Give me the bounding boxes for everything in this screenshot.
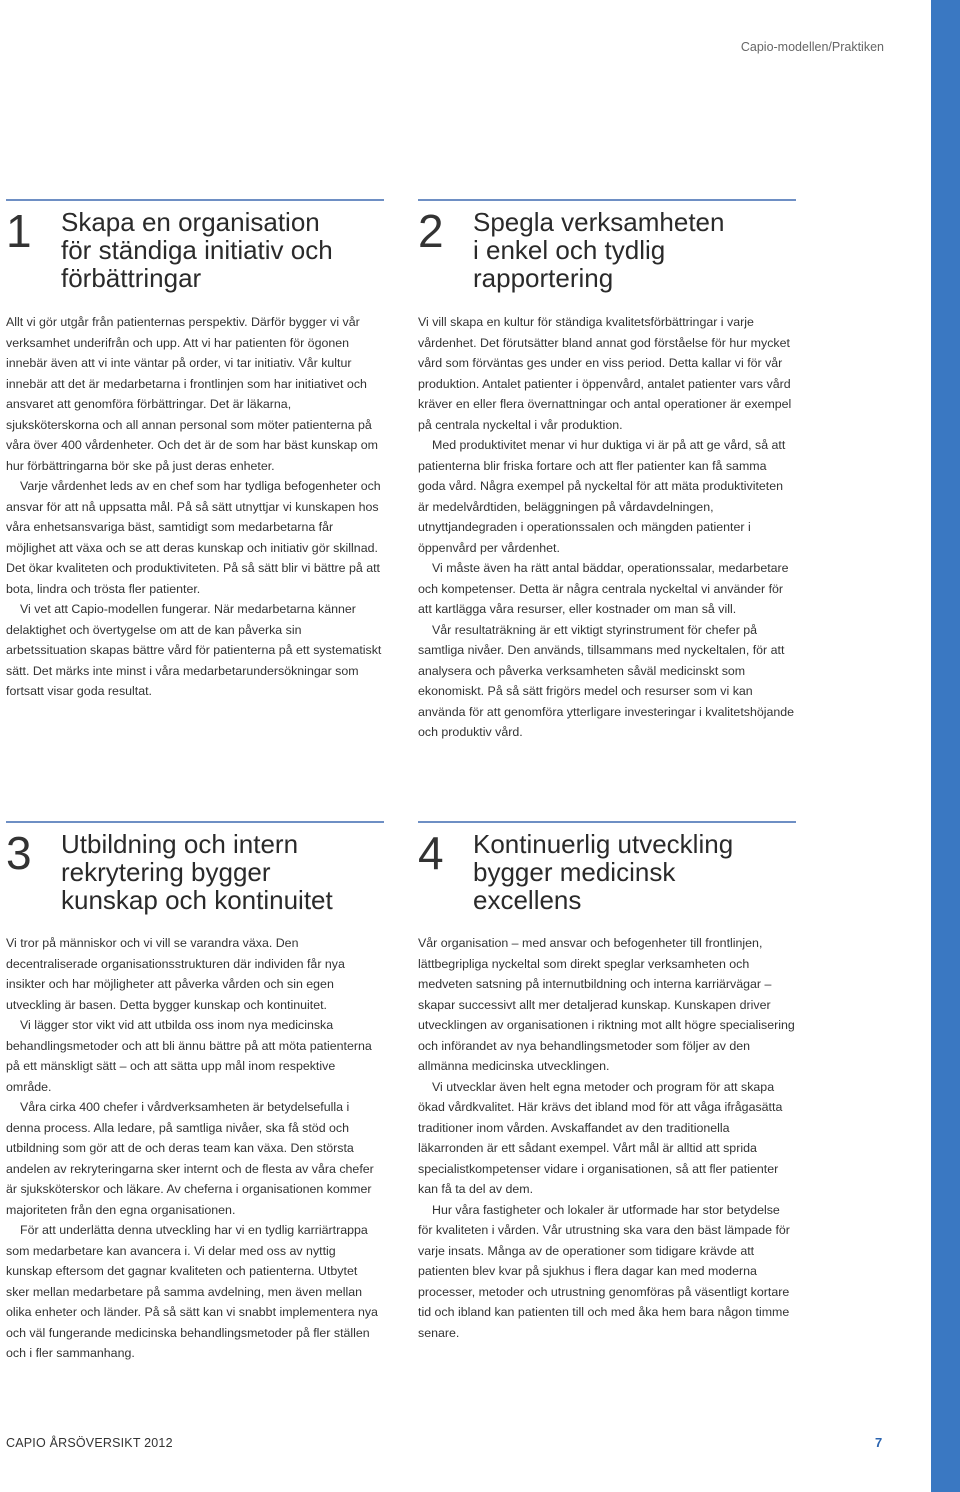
title-line: rekrytering bygger xyxy=(61,857,271,887)
section-title xyxy=(61,830,333,914)
title-line: i enkel och tydlig xyxy=(473,235,666,265)
paragraph: Hur våra fastigheter och lokaler är utformade har stor betydelse för kvaliteten i vården. Vår utrustning ska vara den bäst lämpade för varje insats. Många av de operationer som tidigare krävde att patienten blev kvar på sjukhus i flera dagar kan med moderna processer, metoder och utrustning genomföras på väsentligt kortare tid och ibland kan patienten till och med åka hem bara någon timme senare. xyxy=(418,1202,790,1340)
title-line: Utbildning och intern xyxy=(61,829,299,859)
paragraph: För att underlätta denna utveckling har vi en tydlig karriärtrappa som medarbetare kan avancera i. Vi delar med oss av nyttig kunskap eftersom det gagnar kvaliteten och patienterna. Utbytet sker mellan medarbetare på samma avdelning, men även mellan olika enheter och länder. På så sätt kan vi snabbt implementera nya och väl fungerande medicinska behandlingsmetoder på fler ställen och i fler sammanhang. xyxy=(6,1223,378,1360)
section-heading xyxy=(418,205,796,293)
paragraph: Vi utvecklar även helt egna metoder och program för att skapa ökad vårdkvalitet. Här krävs det ibland mod för att våga ifrågasätta traditioner inom vården. Avskaffandet av den traditionella läkarronden är ett sådant exempel. Vårt mål är alltid att sprida specialistkompetenser vidare i organisationen, så att fler patienter kan få ta del av dem. xyxy=(418,1079,783,1196)
section-title xyxy=(473,830,733,914)
title-line: Spegla verksamheten xyxy=(473,207,725,237)
section-number: 2 xyxy=(418,205,444,257)
section-1 xyxy=(6,199,384,702)
title-line: rapportering xyxy=(473,263,614,293)
footer-publication: CAPIO ÅRSÖVERSIKT 2012 xyxy=(6,1436,173,1450)
paragraph: Varje vårdenhet leds av en chef som har tydliga befogenheter och ansvar för att nå uppsatta mål. På så sätt utnyttjar vi kunskapen hos våra enhetsansvariga bäst, samtidigt som medarbetarna får möjlighet att växa och se att deras kunskap och initiativ gör skillnad. Det ökar kvaliteten och produktiviteten. På så sätt blir vi bättre på att bota, lindra och trösta fler patienter. xyxy=(6,479,381,596)
title-line: kunskap och kontinuitet xyxy=(61,885,333,915)
section-breadcrumb: Capio-modellen/Praktiken xyxy=(740,40,884,54)
paragraph: Vi vet att Capio-modellen fungerar. När medarbetarna känner delaktighet och övertygelse om att de kan påverka sin arbetssituation skapas bättre vård för patienterna på ett systematiskt sätt. Det märks inte minst i våra medarbetarundersökningar som fortsatt visar goda resultat. xyxy=(6,602,382,698)
paragraph: Våra cirka 400 chefer i vårdverksamheten är betydelsefulla i denna process. Alla ledare, på samtliga nivåer, ska få stöd och utbildning som gör att de och deras team kan växa. Den största andelen av rekryteringarna sker internt och de flesta av våra chefer är sjuksköterskor och läkare. Av cheferna i organisationen kommer majoriteten från den egna organisationen. xyxy=(6,1100,374,1217)
section-4 xyxy=(418,821,796,1343)
section-heading xyxy=(6,827,384,915)
section-body xyxy=(6,312,384,702)
section-body xyxy=(418,933,796,1343)
page-number: 7 xyxy=(875,1435,883,1450)
title-line: bygger medicinsk xyxy=(473,857,676,887)
paragraph: Vår resultaträkning är ett viktigt styrinstrument för chefer på samtliga nivåer. Den används, tillsammans med nyckeltalen, för att analysera och påverka verksamheten såväl medicinskt som ekonomiskt. På så sätt frigörs medel och resurser som vi kan använda för att genomföra ytterligare investeringar i kvalitetshöjande och produktiv vård. xyxy=(418,622,795,739)
paragraph: Allt vi gör utgår från patienternas perspektiv. Därför bygger vi vår verksamhet underifrån och upp. Att vi har patienten för ögonen innebär även att vi inte väntar på order, vi tar initiativ. Vår kultur innebär att det är medarbetarna i frontlinjen som har initiativet och ansvaret att genomföra förbättringar. Det är läkarna, sjuksköterskorna och all annan personal som möter patienterna på våra över 400 vårdenheter. Och det är de som har bäst kunskap om hur förbättringarna bör ske på just deras enheter. xyxy=(6,315,378,473)
section-rule xyxy=(6,199,384,201)
title-line: excellens xyxy=(473,885,582,915)
section-rule xyxy=(418,821,796,823)
title-line: förbättringar xyxy=(61,263,202,293)
section-number: 3 xyxy=(6,827,32,879)
section-3 xyxy=(6,821,384,1364)
title-line: för ständiga initiativ och xyxy=(61,235,333,265)
section-title xyxy=(61,208,333,292)
section-title xyxy=(473,208,724,292)
section-body xyxy=(418,312,796,743)
section-2 xyxy=(418,199,796,743)
paragraph: Vi måste även ha rätt antal bäddar, operationssalar, medarbetare och kompetenser. Detta är några centrala nyckeltal vi använder för att kartlägga våra resurser, eller kostnader om man så vill. xyxy=(418,561,789,616)
section-heading xyxy=(6,205,384,293)
section-rule xyxy=(418,199,796,201)
section-rule xyxy=(6,821,384,823)
section-heading xyxy=(418,827,796,915)
section-number: 4 xyxy=(418,827,444,879)
paragraph: Vi tror på människor och vi vill se varandra växa. Den decentraliserade organisationsstrukturen där individen får nya insikter och har möjligheter att påverka vården och sin egen utveckling är basen. Detta bygger kunskap och kontinuitet. xyxy=(6,936,345,1012)
side-color-bar xyxy=(931,0,960,1492)
section-number: 1 xyxy=(6,205,32,257)
paragraph: Vi lägger stor vikt vid att utbilda oss inom nya medicinska behandlingsmetoder och att bli ännu bättre på att möta patienterna på ett mänskligt sätt – och att sätta upp mål inom respektive område. xyxy=(6,1018,372,1094)
paragraph: Vi vill skapa en kultur för ständiga kvalitetsförbättringar i varje vårdenhet. Det förutsätter bland annat god förståelse för hur mycket vård som förväntas ges under en viss period. Detta kallar vi för vår produktion. Antalet patienter i öppenvård, antalet patienter vars vård kräver en eller flera övernattningar och antal operationer är exempel på centrala nyckeltal i vår produktion. xyxy=(418,315,792,432)
title-line: Skapa en organisation xyxy=(61,207,320,237)
section-body xyxy=(6,933,384,1364)
title-line: Kontinuerlig utveckling xyxy=(473,829,734,859)
paragraph: Vår organisation – med ansvar och befogenheter till frontlinjen, lättbegripliga nyckeltal som direkt speglar verksamheten och medveten satsning på internutbildning och interna karriärvägar – skapar successivt allt mer detaljerad kunskap. Kunskapen driver utvecklingen av organisationen i riktning mot allt högre specialisering och införandet av nya behandlingsmetoder som följer av den allmänna medicinska utvecklingen. xyxy=(418,936,795,1073)
paragraph: Med produktivitet menar vi hur duktiga vi är på att ge vård, så att patienterna blir friska fortare och att fler patienter kan få samma goda vård. Några exempel på nyckeltal för att mäta produktiviteten är medelvårdtiden, beläggningen på vårdavdelningen, utnyttjandegraden i operationssalen och mängden patienter i öppenvård per vårdenhet. xyxy=(418,438,786,555)
